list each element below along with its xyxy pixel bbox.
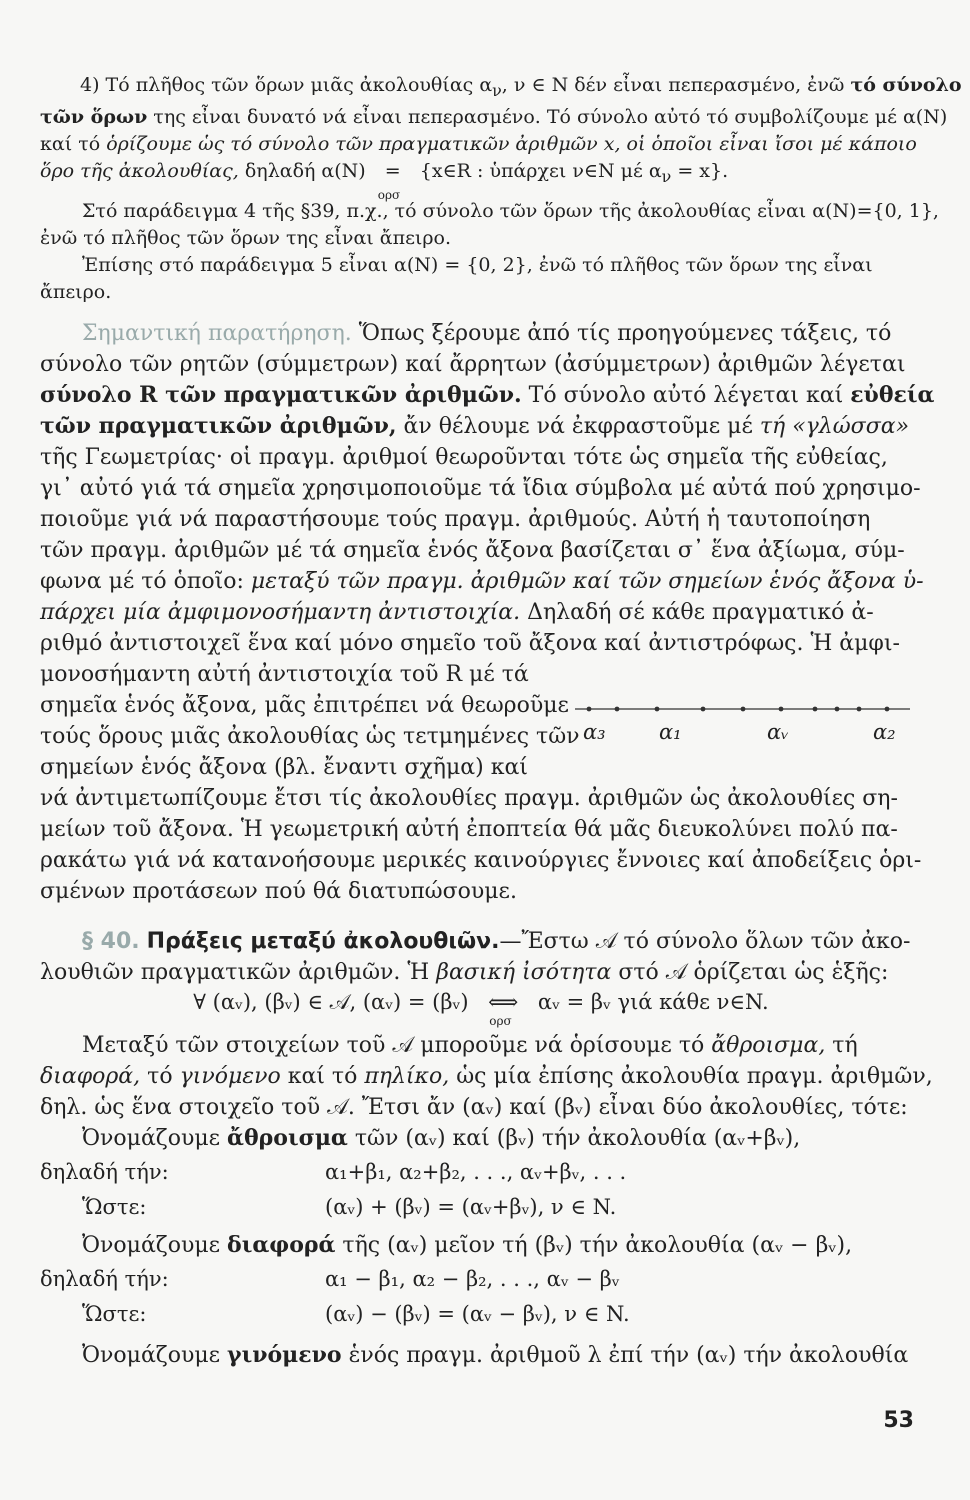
remark-line-2: σύνολο τῶν ρητῶν (σύμμετρων) καί ἄρρητων (ἀσύμμετρων) ἀριθμῶν λέγεται [40, 352, 906, 377]
item-4-line-8: ἄπειρο. [40, 280, 112, 303]
axis-label-a3: α₃ [583, 720, 606, 744]
remark-line-11: ριθμό ἀντιστοιχεῖ ἕνα καί μόνο σημεῖο τοῦ ἄξονα καί ἀντιστρόφως. Ἡ ἀμφι- [40, 631, 900, 656]
remark-line-19: σμένων προτάσεων πού θά διατυπώσουμε. [40, 879, 517, 904]
product-definition: Ὀνομάζουμε γινόμενο ἑνός πραγμ. ἀριθμοῦ λ ἐπί τήν (αᵥ) τήν ἀκολουθία [82, 1342, 909, 1368]
section-40-intro [40, 926, 922, 988]
axis-point [655, 707, 660, 712]
axis-point [835, 707, 840, 712]
remark-line-13: σημεῖα ἑνός ἄξονα, μᾶς ἐπιτρέπει νά θεωροῦμε [40, 693, 569, 718]
remark-line-17: μείων τοῦ ἄξονα. Ἡ γεωμετρική αὐτή ἐποπτεία θά μᾶς διευκολύνει πολύ πα- [40, 817, 898, 842]
axis-point [615, 707, 620, 712]
iff-defined-arrow: ⟺ ορσ [488, 990, 519, 1028]
section-40-line-2: λουθιῶν πραγματικῶν ἀριθμῶν. Ἡ βασική ἰσότητα στό 𝒜 ὁρίζεται ὡς ἑξῆς: [40, 960, 889, 985]
sum-sequence-row: δηλαδή τήν: α₁+β₁, α₂+β₂, . . ., αᵥ+βᵥ, . . . [40, 1160, 627, 1184]
item-4-line-6: ἐνῶ τό πλῆθος τῶν ὅρων της εἶναι ἄπειρο. [40, 226, 452, 249]
remark-line-1: Σημαντική παρατήρηση. Ὅπως ξέρουμε ἀπό τίς προηγούμενες τάξεις, τό [82, 321, 892, 346]
section-40-line-1: § 40. Πράξεις μεταξύ ἀκολουθιῶν.—Ἔστω 𝒜 τό σύνολο ὅλων τῶν ἀκο- [82, 929, 911, 954]
axis-point [779, 707, 784, 712]
axis-point [701, 707, 706, 712]
axis-point [813, 707, 818, 712]
remark-line-5: τῆς Γεωμετρίας· οἱ πραγμ. ἀριθμοί θεωροῦνται τότε ὡς σημεῖα τῆς εὐθείας, [40, 445, 888, 470]
axis-point [885, 707, 890, 712]
sum-formula-row: Ὥστε: (αᵥ) + (βᵥ) = (αᵥ+βᵥ), ν ∈ N. [82, 1195, 617, 1219]
remark-line-18: ρακάτω γιά νά κατανοήσουμε μερικές καινούργιες ἔννοιες καί ἀποδείξεις ὁρι- [40, 848, 922, 873]
section-40-line-5: δηλ. ὡς ἕνα στοιχεῖο τοῦ 𝒜. Ἔτσι ἄν (αᵥ) καί (βᵥ) εἶναι δύο ἀκολουθίες, τότε: [40, 1095, 908, 1120]
remark-line-8: τῶν πραγμ. ἀριθμῶν μέ τά σημεῖα ἑνός ἄξονα βασίζεται σ᾽ ἕνα ἀξίωμα, σύμ- [40, 538, 905, 563]
item-4-line-7: Ἐπίσης στό παράδειγμα 5 εἶναι α(N) = {0, 2}, ἐνῶ τό πλῆθος τῶν ὅρων της εἶναι [82, 253, 873, 276]
remark-line-3: σύνολο R τῶν πραγματικῶν ἀριθμῶν. Τό σύνολο αὐτό λέγεται καί εὐθεία [40, 382, 935, 408]
remark-line-14: τούς ὅρους μιᾶς ἀκολουθίας ὡς τετμημένες τῶν [40, 724, 580, 749]
axis-label-av: αᵥ [767, 720, 790, 744]
section-40-line-3: Μεταξύ τῶν στοιχείων τοῦ 𝒜 μποροῦμε νά ὁρίσουμε τό ἄθροισμα, τή [82, 1033, 858, 1058]
sum-definition: Ὀνομάζουμε ἄθροισμα τῶν (αᵥ) καί (βᵥ) τήν ἀκολουθία (αᵥ+βᵥ), [82, 1125, 801, 1151]
difference-sequence-row: δηλαδή τήν: α₁ − β₁, α₂ − β₂, . . ., αᵥ − βᵥ [40, 1267, 620, 1291]
remark-line-4: τῶν πραγματικῶν ἀριθμῶν, ἄν θέλουμε νά ἐκφραστοῦμε μέ τή «γλώσσα» [40, 413, 910, 439]
item-4-line-2: τῶν ὅρων της εἶναι δυνατό νά εἶναι πεπερασμένο. Τό σύνολο αὐτό τό συμβολίζουμε μέ α(N) [40, 105, 948, 128]
defined-equals: = ορσ [377, 159, 401, 202]
axis-label-a2: α₂ [873, 720, 896, 744]
item-4-paragraph [40, 72, 962, 306]
item-4-line-5: Στό παράδειγμα 4 τῆς §39, π.χ., τό σύνολο τῶν ὅρων τῆς ἀκολουθίας εἶναι α(N)={0, 1}, [82, 199, 939, 222]
remark-paragraph [40, 318, 935, 907]
remark-line-9: φωνα μέ τό ὁποῖο: μεταξύ τῶν πραγμ. ἀριθμῶν καί τῶν σημείων ἑνός ἄξονα ὑ- [40, 569, 924, 594]
axis-label-a1: α₁ [659, 720, 682, 744]
difference-formula-row: Ὥστε: (αᵥ) − (βᵥ) = (αᵥ − βᵥ), ν ∈ N. [82, 1302, 630, 1326]
axis-point [587, 707, 592, 712]
difference-definition: Ὀνομάζουμε διαφορά τῆς (αᵥ) μεῖον τή (βᵥ) τήν ἀκολουθία (αᵥ − βᵥ), [82, 1232, 853, 1258]
section-number: § 40. [82, 929, 140, 954]
remark-line-12: μονοσήμαντη αὐτή ἀντιστοιχία τοῦ R μέ τά [40, 662, 529, 687]
item-4-line-3: καί τό ὁρίζουμε ὡς τό σύνολο τῶν πραγματικῶν ἀριθμῶν x, οἱ ὁποῖοι εἶναι ἴσοι μέ κάποιο [40, 132, 917, 155]
item-4-line-4: ὅρο τῆς ἀκολουθίας, δηλαδή α(N) = ορσ {x∈R : ὑπάρχει ν∈N μέ $\alpha_\nu = x$}. [40, 159, 729, 202]
section-40-line-4: διαφορά, τό γινόμενο καί τό πηλίκο, ὡς μία ἐπίσης ἀκολουθία πραγμ. ἀριθμῶν, [40, 1064, 933, 1089]
remark-line-15: σημείων ἑνός ἄξονα (βλ. ἔναντι σχῆμα) καί [40, 755, 528, 780]
item-4-line-1: 4) Τό πλῆθος τῶν ὅρων μιᾶς ἀκολουθίας $\alpha_\nu$, ν ∈ N δέν εἶναι πεπερασμένο, ἐνῶ τό σύνολο [80, 74, 962, 100]
section-40-body [40, 1030, 933, 1154]
number-axis-figure [575, 695, 915, 755]
axis-point [857, 707, 862, 712]
axis-point [741, 707, 746, 712]
remark-line-7: ποιοῦμε γιά νά παραστήσουμε τούς πραγμ. ἀριθμούς. Αὐτή ἡ ταυτοποίηση [40, 507, 871, 532]
page-number: 53 [883, 1408, 914, 1433]
section-title: Πράξεις μεταξύ ἀκολουθιῶν. [146, 929, 500, 954]
remark-line-16: νά ἀντιμετωπίζουμε ἔτσι τίς ἀκολουθίες πραγμ. ἀριθμῶν ὡς ἀκολουθίες ση- [40, 786, 898, 811]
remark-line-10: πάρχει μία ἀμφιμονοσήμαντη ἀντιστοιχία. Δηλαδή σέ κάθε πραγματικό ἀ- [40, 600, 874, 625]
basic-equality-formula: ∀ (αᵥ), (βᵥ) ∈ 𝒜, (αᵥ) = (βᵥ) ⟺ ορσ αᵥ = βᵥ γιά κάθε ν∈N. [193, 990, 769, 1028]
remark-heading: Σημαντική παρατήρηση. [82, 321, 352, 346]
remark-line-6: γι᾽ αὐτό γιά τά σημεῖα χρησιμοποιοῦμε τά ἴδια σύμβολα μέ αὐτά πού χρησιμο- [40, 476, 921, 501]
